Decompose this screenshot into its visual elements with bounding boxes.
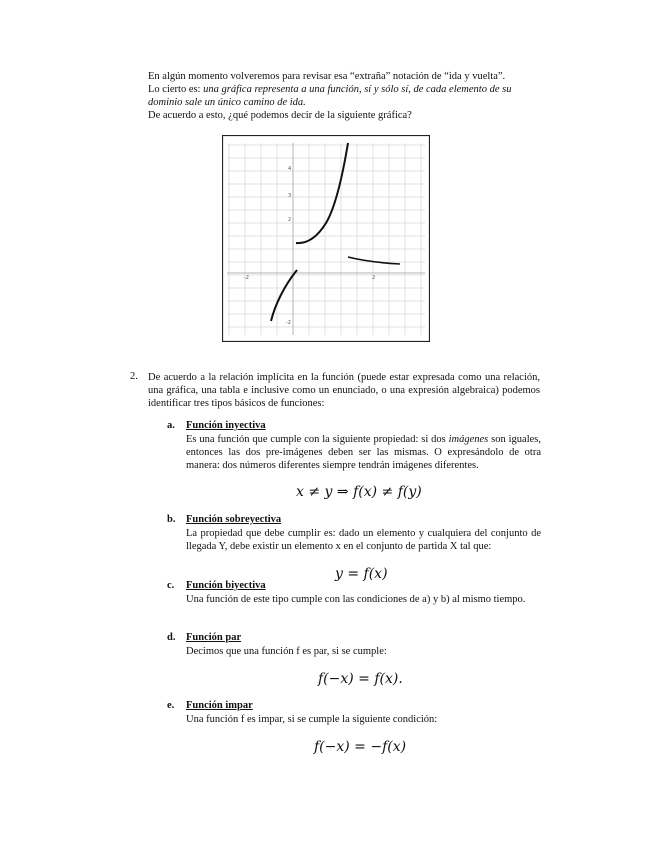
y-tick-4: 4 xyxy=(288,166,292,172)
item-e-title: Función impar xyxy=(186,700,253,711)
item-a-text xyxy=(186,433,541,472)
intro-question: De acuerdo a esto, ¿qué podemos decir de la siguiente gráfica? xyxy=(148,110,412,121)
item-e-formula: f(−x) = −f(x) xyxy=(314,739,407,755)
item-d-text: Decimos que una función f es par, si se cumple: xyxy=(186,646,387,657)
item-c-text: Una función de este tipo cumple con las condiciones de a) y b) al mismo tiempo. xyxy=(186,594,526,605)
item-a-formula: x ≠ y ⇒ f(x) ≠ f(y) xyxy=(296,484,422,500)
item-e-letter: e. xyxy=(167,700,175,711)
item-d-title: Función par xyxy=(186,632,242,643)
y-tick-3: 3 xyxy=(288,193,292,199)
section-2-number: 2. xyxy=(130,371,138,382)
intro-line-1: En algún momento volveremos para revisar esa “extraña” notación de “ida y vuelta”. xyxy=(148,71,506,82)
intro-line-3-italic: dominio sale un único camino de ida. xyxy=(148,97,306,108)
item-c-title: Función biyectiva xyxy=(186,580,266,591)
function-graph xyxy=(222,135,430,342)
item-b-text: La propiedad que debe cumplir es: dado un elemento y cualquiera del conjunto de llegada Y, debe existir un elemento x en el conjunto de partida X tal que: xyxy=(186,528,541,552)
section-2-text: De acuerdo a la relación implícita en la función (puede estar expresada como una relación, una gráfica, una tabla e inclusive como un enunciado, o una expresión algebraica) podemos identificar tres tipos básicos de funciones: xyxy=(148,372,540,409)
y-tick-2: 2 xyxy=(288,217,292,223)
item-a-letter: a. xyxy=(167,420,175,431)
item-b-letter: b. xyxy=(167,514,176,525)
intro-line-2 xyxy=(148,83,511,96)
intro-line-3 xyxy=(148,96,306,109)
item-c-letter: c. xyxy=(167,580,175,591)
item-b-formula: y = f(x) xyxy=(335,566,388,582)
item-a-text-prefix: Es una función que cumple con la siguiente propiedad: si dos xyxy=(186,434,449,445)
item-b-title: Función sobreyectiva xyxy=(186,514,282,525)
item-a-text-suffix: son iguales, entonces las dos pre-imágenes deben ser las mismas. O expresándolo de otra manera: dos números diferentes siempre tendrán imágenes diferentes. xyxy=(186,434,541,471)
intro-line-2-prefix: Lo cierto es: xyxy=(148,84,204,95)
item-a-title: Función inyectiva xyxy=(186,420,266,431)
item-a-text-italic: imágenes xyxy=(448,434,489,445)
x-tick-2: 2 xyxy=(372,275,376,281)
item-d-formula: f(−x) = f(x). xyxy=(318,671,403,687)
graph-frame xyxy=(223,136,430,342)
intro-line-2-italic: una gráfica representa a una función, sí y sólo sí, de cada elemento de su xyxy=(203,84,512,95)
graph-svg xyxy=(222,135,430,342)
y-tick-neg2: -2 xyxy=(286,320,291,326)
x-tick-neg2: -2 xyxy=(244,275,249,281)
item-d-letter: d. xyxy=(167,632,176,643)
item-e-text: Una función f es impar, si se cumple la siguiente condición: xyxy=(186,714,438,725)
